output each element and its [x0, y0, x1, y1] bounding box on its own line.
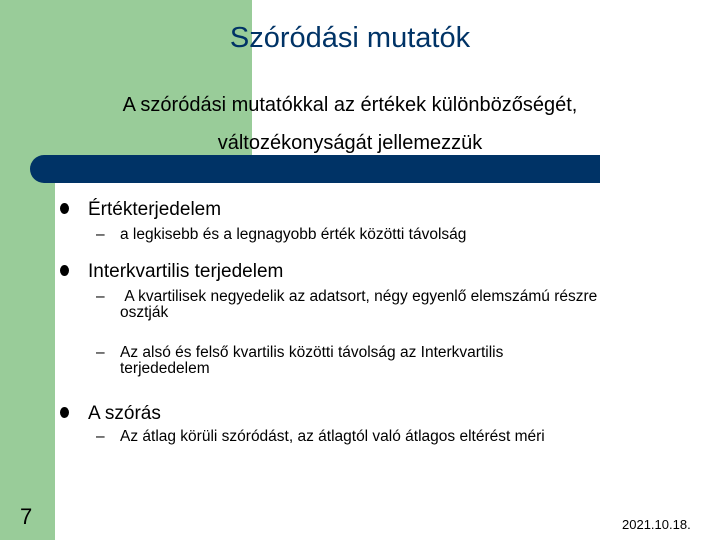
page-number: 7	[20, 504, 33, 529]
subtitle-line-2: változékonyságát jellemezzük	[217, 132, 483, 154]
bullet-label: Értékterjedelem	[88, 199, 222, 220]
dash-marker: –	[96, 226, 105, 243]
bullet-dot-icon	[60, 407, 69, 418]
bullet-item	[60, 199, 221, 221]
sub-bullet-item	[96, 429, 656, 445]
subtitle-line-1: A szóródási mutatókkal az értékek különbözőségét,	[122, 94, 578, 116]
sub-bullet-item	[96, 289, 656, 321]
bullet-item	[60, 261, 283, 283]
slide-title: Szóródási mutatók	[229, 22, 471, 54]
sub-bullet-text: Az alsó és felső kvartilis közötti távolság az Interkvartilis terjededelem	[120, 344, 504, 377]
dash-marker: –	[96, 428, 105, 445]
slide-subtitle	[40, 86, 660, 162]
bullet-item	[60, 403, 161, 425]
bullet-dot-icon	[60, 203, 69, 214]
divider-bar	[30, 155, 600, 183]
sub-bullet-text: Az átlag körüli szóródást, az átlagtól való átlagos eltérést méri	[120, 428, 545, 445]
bullet-label: Interkvartilis terjedelem	[88, 261, 284, 282]
slide-date: 2021.10.18.	[622, 517, 691, 532]
sub-bullet-text: a legkisebb és a legnagyobb érték közötti távolság	[120, 226, 467, 243]
bullet-dot-icon	[60, 265, 69, 276]
sub-bullet-item	[96, 345, 656, 377]
bullet-label: A szórás	[88, 403, 161, 424]
sub-bullet-text: A kvartilisek negyedelik az adatsort, négy egyenlő elemszámú részre osztják	[120, 288, 602, 321]
sub-bullet-item	[96, 227, 656, 243]
dash-marker: –	[96, 344, 105, 361]
dash-marker: –	[96, 288, 105, 305]
